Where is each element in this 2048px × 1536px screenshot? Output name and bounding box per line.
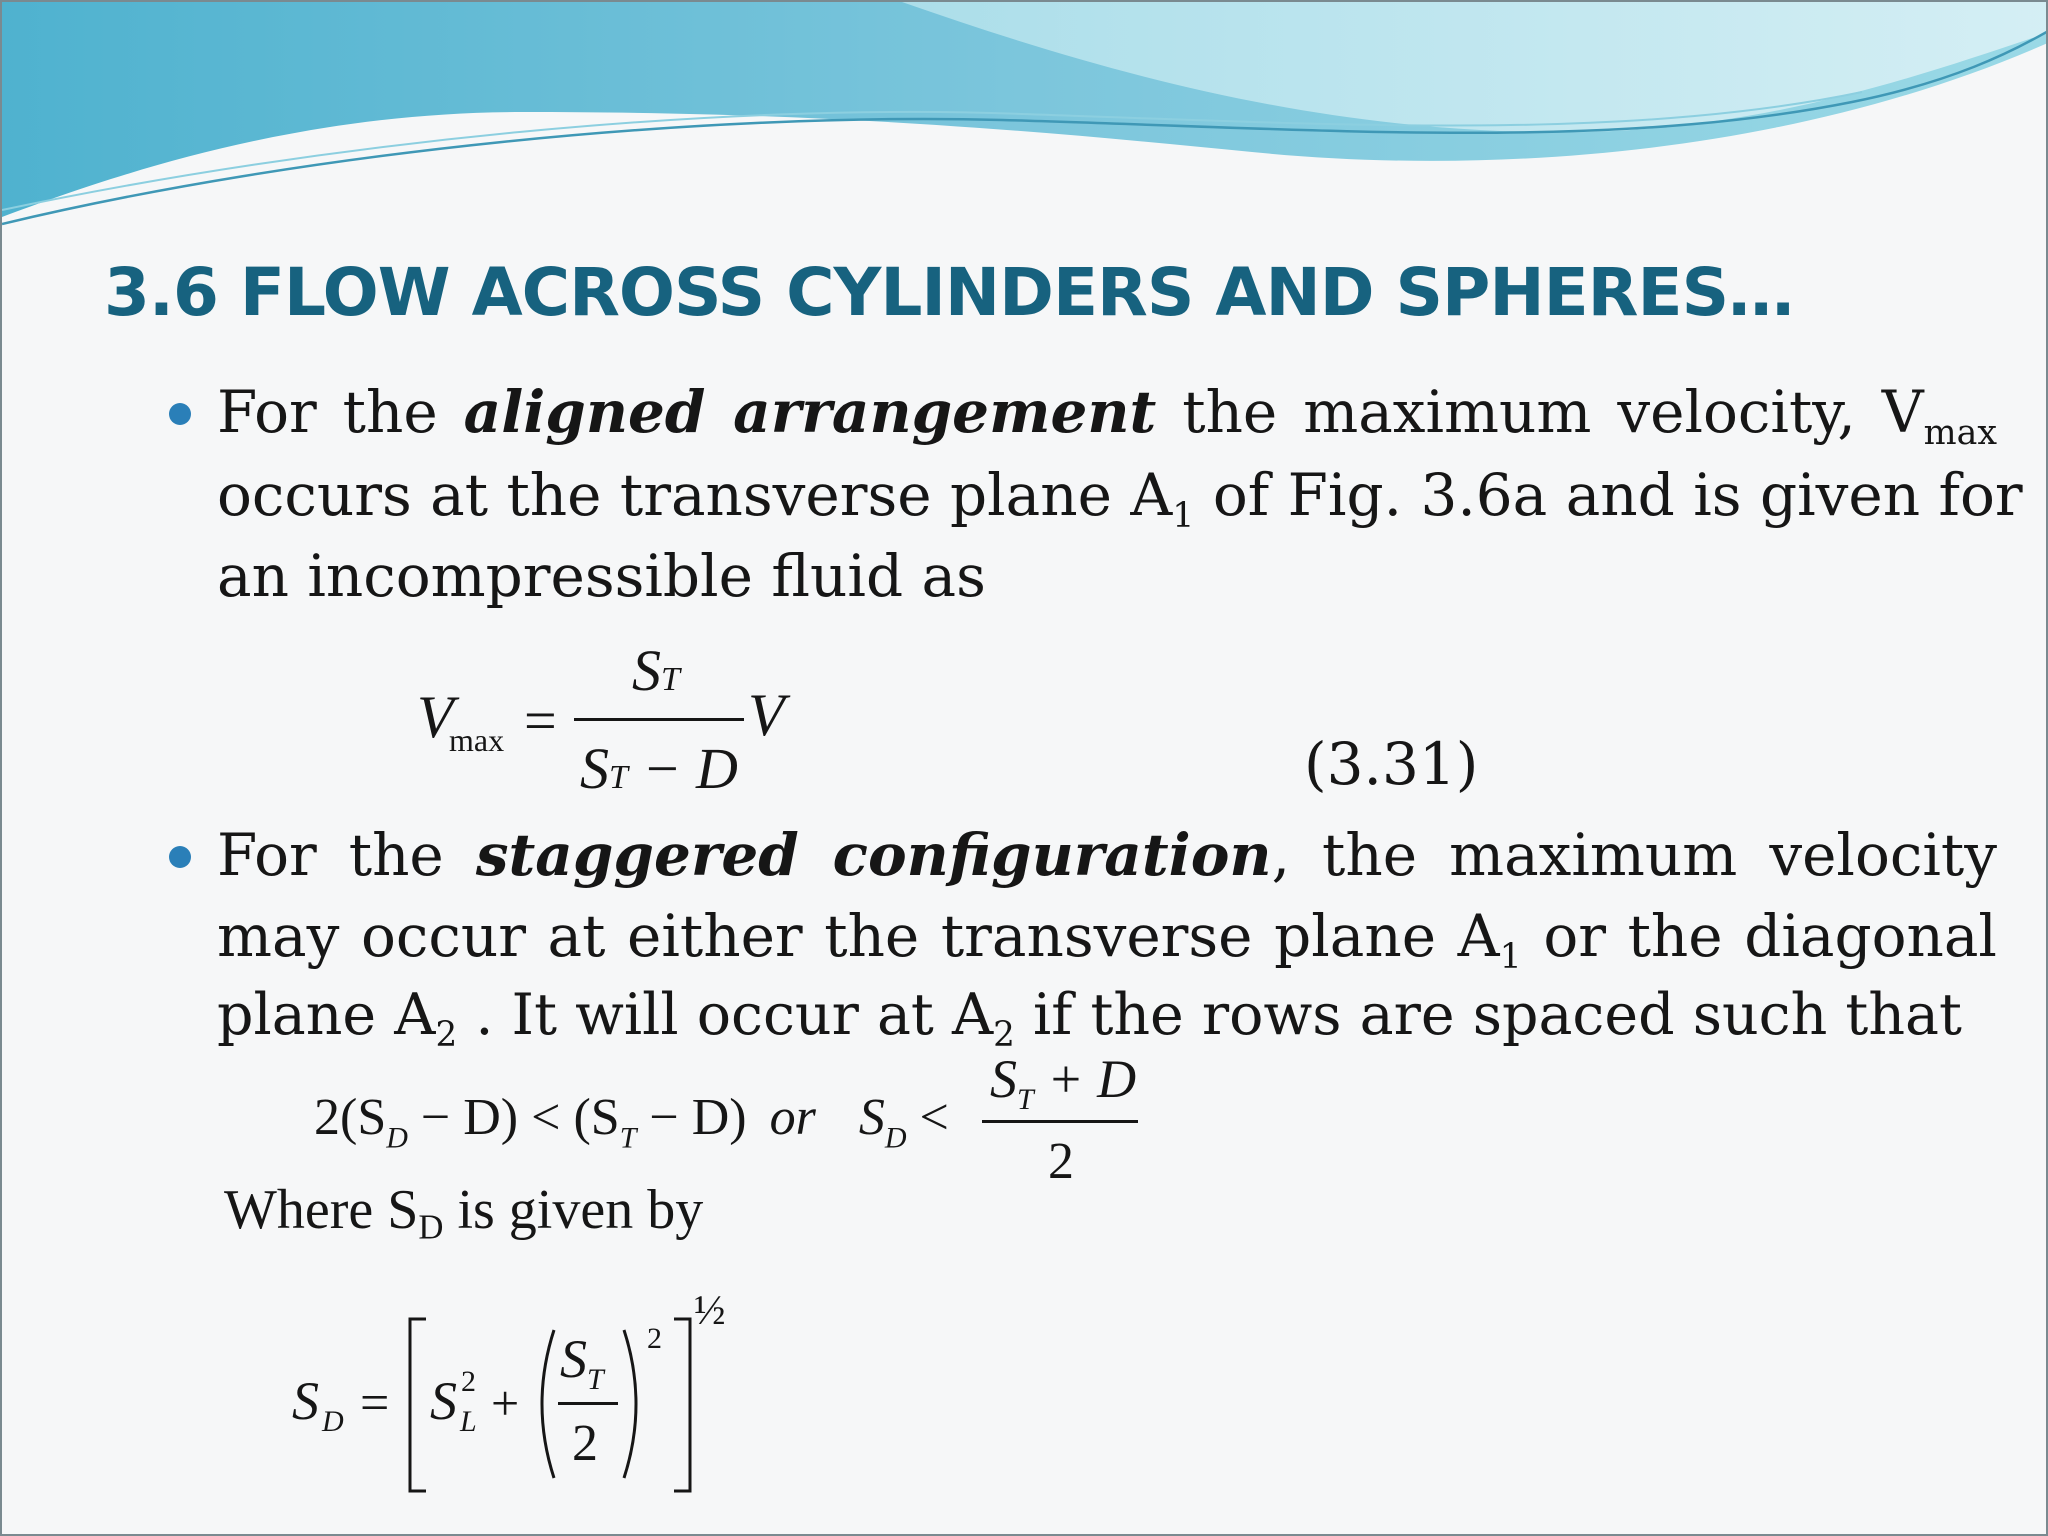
bullet1-line2-pre: occurs at the transverse plane A: [217, 461, 1173, 529]
sd-sl-sub: L: [460, 1405, 477, 1438]
bullet1-line2: [217, 461, 2023, 537]
cond-fraction-bar: [982, 1120, 1138, 1123]
eq331-den-rest: − D: [627, 736, 738, 801]
left-parenthesis: [528, 1326, 558, 1482]
sd-outer-power: ½: [694, 1288, 726, 1334]
bullet2-line3: [217, 982, 1962, 1055]
sd-equals: =: [360, 1375, 390, 1432]
eq331-equals: =: [524, 688, 557, 753]
bullet2-line2: [217, 902, 1997, 978]
a1-subscript-2: 1: [1499, 937, 1522, 978]
cond-mid-sub: T: [619, 1121, 637, 1155]
condition-inequality: [314, 1089, 949, 1155]
bullet1-line3: an incompressible fluid as: [217, 542, 986, 610]
bullet-dot-2: [169, 846, 191, 868]
sd-lhs-sub: D: [322, 1405, 344, 1438]
bullet1-line1: [217, 378, 1997, 454]
eq331-lhs: V: [417, 684, 454, 750]
cond-frac-num-s: S: [990, 1049, 1017, 1109]
sd-sl-sup: 2: [461, 1365, 476, 1398]
cond-or: or: [769, 1089, 816, 1146]
vmax-subscript: max: [1923, 413, 1997, 454]
cond-frac-num-sub: T: [1017, 1083, 1034, 1116]
eq331-fraction-bar: [574, 718, 744, 721]
cond-left-rest: − D) < (S: [407, 1089, 620, 1146]
sd-sl: S: [430, 1371, 457, 1431]
sd-inner-power: 2: [647, 1322, 662, 1355]
cond-lt: <: [906, 1089, 949, 1146]
staggered-configuration-emphasis: staggered configuration: [475, 821, 1272, 889]
where-post: is given by: [443, 1179, 704, 1241]
cond-frac-den: 2: [1048, 1133, 1074, 1190]
cond-rhs-sub: D: [884, 1121, 907, 1155]
right-parenthesis: [620, 1326, 650, 1482]
a1-subscript: 1: [1172, 496, 1195, 537]
cond-frac-num-rest: + D: [1033, 1049, 1137, 1109]
bullet2-line2-pre: may occur at either the transverse plane A: [217, 902, 1500, 970]
eq331-tail-v: V: [748, 682, 785, 748]
aligned-arrangement-emphasis: aligned arrangement: [463, 378, 1157, 446]
cond-left: 2(S: [314, 1089, 387, 1146]
where-line: [224, 1178, 703, 1247]
bullet2-line1-pre: For the: [217, 821, 476, 889]
eq331-num-sub: T: [661, 661, 680, 698]
sd-lhs: S: [292, 1371, 319, 1431]
right-square-bracket: [666, 1315, 696, 1495]
slide-title: 3.6 FLOW ACROSS CYLINDERS AND SPHERES…: [104, 254, 1794, 331]
a2-subscript: 2: [435, 1014, 458, 1055]
where-sub: D: [418, 1207, 444, 1247]
bullet2-line3-post: if the rows are spaced such that: [1014, 982, 1962, 1048]
cond-left-sub: D: [386, 1121, 408, 1155]
bullet1-line1-post: the maximum velocity, V: [1156, 378, 1924, 446]
bullet2-line2-post: or the diagonal: [1521, 902, 1997, 970]
eq331-num: S: [632, 638, 661, 703]
header-wave-decoration: [2, 2, 2048, 242]
bullet2-line1: [217, 821, 1998, 889]
a2-subscript-2: 2: [993, 1014, 1015, 1055]
eq331-den-sub: T: [609, 759, 628, 796]
equation-number: (3.31): [1304, 730, 1479, 798]
eq331-den-s: S: [580, 736, 609, 801]
cond-rhs-s: S: [858, 1089, 885, 1146]
bullet-dot-1: [169, 403, 191, 425]
bullet1-line2-post: of Fig. 3.6a and is given for: [1194, 461, 2023, 529]
sd-frac-den: 2: [572, 1415, 598, 1472]
sd-frac-num: S: [560, 1329, 587, 1389]
sd-plus: +: [491, 1375, 520, 1431]
sd-fraction-bar: [558, 1402, 618, 1405]
eq331-lhs-sub: max: [449, 722, 505, 758]
sd-frac-num-sub: T: [587, 1363, 604, 1396]
bullet2-line1-post: , the maximum velocity: [1271, 821, 1998, 889]
bullet2-line3-pre: plane A: [217, 982, 436, 1048]
where-pre: Where S: [224, 1179, 419, 1241]
bullet1-line1-pre: For the: [217, 378, 464, 446]
bullet2-line3-mid: . It will occur at A: [457, 982, 994, 1048]
cond-mid-rest: − D): [636, 1089, 760, 1146]
